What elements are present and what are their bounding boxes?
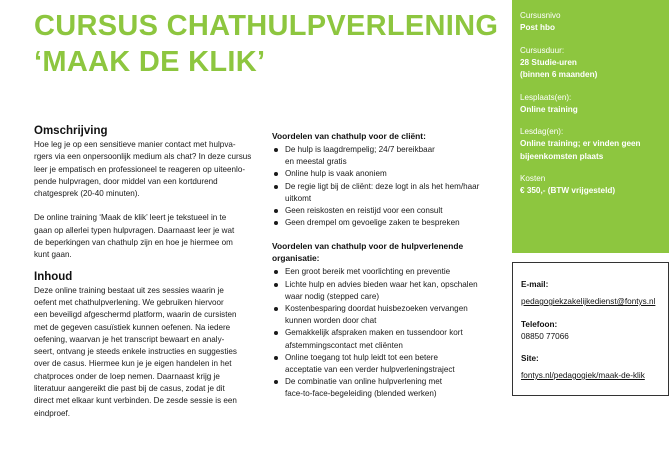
voordelen-org-heading <box>272 240 512 264</box>
lesdag-label: Lesdag(en): <box>520 127 564 136</box>
cursusduur-label: Cursusduur: <box>520 45 565 55</box>
lesplaats-label: Lesplaats(en): <box>520 92 572 102</box>
text-line: Lichte hulp en advies bieden waar het kan, opschalen <box>285 279 478 289</box>
list-item <box>272 352 512 376</box>
cursusniveau-value: Post hbo <box>520 23 556 32</box>
text-line: chatproces onder de loep nemen. Daarnaast krijg je <box>34 371 220 381</box>
text-line: over de casus. Hiermee kun je je eigen handelen in het <box>34 359 232 369</box>
site-label: Site: <box>521 354 539 363</box>
list-item <box>272 144 512 168</box>
text-line: literatuur aangereikt die past bij de casus, zodat je dit <box>34 384 225 394</box>
text-line: De hulp is laagdrempelig; 24/7 bereikbaar <box>285 145 435 154</box>
phone-value: 08850 77066 <box>521 332 569 341</box>
omschrijving-para-2 <box>34 212 260 261</box>
text-line: chatgesprek (20-40 minuten). <box>34 189 140 199</box>
text-line: waar nodig (stepped care) <box>285 291 380 301</box>
omschrijving-heading: Omschrijving <box>34 125 108 137</box>
omschrijving-para-1 <box>34 139 260 200</box>
voordelen-org-list <box>272 266 512 400</box>
text-line: afstemmingscontact met cliënten <box>285 340 403 350</box>
list-item <box>272 181 512 205</box>
list-item <box>272 327 512 351</box>
cursusduur-value: 28 Studie-uren <box>520 57 577 67</box>
text-line: Gemakkelijk afspraken maken en tussendoor kort <box>285 328 463 338</box>
title-line-1: CURSUS CHATHULPVERLENING <box>34 10 499 42</box>
list-item <box>272 217 512 229</box>
text-line: oefening, waarvan je het transcript bewaart en analy- <box>34 334 225 344</box>
text-line: Hoe leg je op een sensitieve manier contact met hulpva- <box>34 140 236 149</box>
list-item <box>272 168 512 180</box>
text-line: leer je empatisch en professioneel te reageren op uiteenlo- <box>34 164 246 174</box>
text-line: een beveiligd afgeschermd platform, waarin de cursisten <box>34 310 237 320</box>
email-label: E-mail: <box>521 280 549 289</box>
inhoud-heading: Inhoud <box>34 270 73 283</box>
list-item <box>272 376 512 400</box>
contact-box <box>512 262 669 396</box>
text-line: Een groot bereik met voorlichting en preventie <box>285 267 451 277</box>
page-title <box>34 8 504 80</box>
text-line: gaan op allerlei typen hulpvragen. Daarnaast leer je wat <box>34 225 235 235</box>
list-item <box>272 266 512 278</box>
cursusduur-value-2: (binnen 6 maanden) <box>520 70 598 79</box>
text-line: De regie ligt bij de cliënt: deze logt in als het hem/haar <box>285 181 480 191</box>
voordelen-client-list <box>272 144 512 229</box>
text-line: Online hulp is vaak anoniem <box>285 169 387 179</box>
text-line: en meestal gratis <box>285 157 347 167</box>
text-line: De combinatie van online hulpverlening met <box>285 377 443 387</box>
text-line: organisatie: <box>272 253 320 264</box>
text-line: Geen drempel om gevoelige zaken te bespreken <box>285 218 460 228</box>
list-item <box>272 279 512 303</box>
list-item <box>272 303 512 327</box>
title-line-2: ‘MAAK DE KLIK’ <box>34 46 266 78</box>
text-line: kunnen worden door chat <box>285 316 377 326</box>
list-item <box>272 205 512 217</box>
text-line: Online toegang tot hulp leidt tot een betere <box>285 352 438 362</box>
text-line: Kostenbesparing doordat huisbezoeken vervangen <box>285 304 468 314</box>
lesdag-value-2: bijeenkomsten plaats <box>520 151 604 161</box>
text-line: Geen reiskosten en reistijd voor een consult <box>285 206 443 216</box>
voordelen-client-heading: Voordelen van chathulp voor de cliënt: <box>272 131 426 141</box>
kosten-label: Kosten <box>520 174 546 183</box>
site-link[interactable]: fontys.nl/pedagogiek/maak-de-klik <box>521 371 645 380</box>
lesdag-value: Online training; er vinden geen <box>520 139 641 148</box>
cursusniveau-label: Cursusnivo <box>520 11 561 20</box>
text-line: seert, ontvang je steeds enkele instructies en suggesties <box>34 347 237 357</box>
text-line: kunt gaan. <box>34 250 72 260</box>
middle-column <box>272 130 512 401</box>
phone-label: Telefoon: <box>521 320 558 329</box>
text-line: rgers via een onpersoonlijk medium als chat? In deze cursus <box>34 152 252 162</box>
text-line: de beperkingen van chathulp zijn en hoe je hiermee om <box>34 238 233 248</box>
text-line: direct met elkaar kunt verbinden. De zesde sessie is een <box>34 396 237 406</box>
kosten-value: € 350,- (BTW vrijgesteld) <box>520 186 616 195</box>
course-info-sidebar <box>512 0 669 253</box>
text-line: oefent met chathulpverlening. We gebruiken hiervoor <box>34 297 224 307</box>
text-line: acceptatie van een verder hulpverleningstraject <box>285 365 455 375</box>
text-line: Voordelen van chathulp voor de hulpverlenende <box>272 241 464 252</box>
inhoud-para <box>34 285 260 420</box>
text-line: pende hulpvragen, door middel van een kortdurend <box>34 176 218 186</box>
text-line: met de gegeven casuïstiek kunnen oefenen. Na iedere <box>34 322 231 332</box>
text-line: De online training ‘Maak de klik’ leert je tekstueel in te <box>34 213 227 223</box>
email-link[interactable]: pedagogiekzakelijkedienst@fontys.nl <box>521 297 656 306</box>
text-line: face-to-face-begeleiding (blended werken) <box>285 389 437 399</box>
text-line: Deze online training bestaat uit zes sessies waarin je <box>34 285 224 295</box>
lesplaats-value: Online training <box>520 104 578 114</box>
text-line: uitkomt <box>285 193 312 203</box>
left-column <box>34 124 260 420</box>
text-line: eindproef. <box>34 408 70 418</box>
